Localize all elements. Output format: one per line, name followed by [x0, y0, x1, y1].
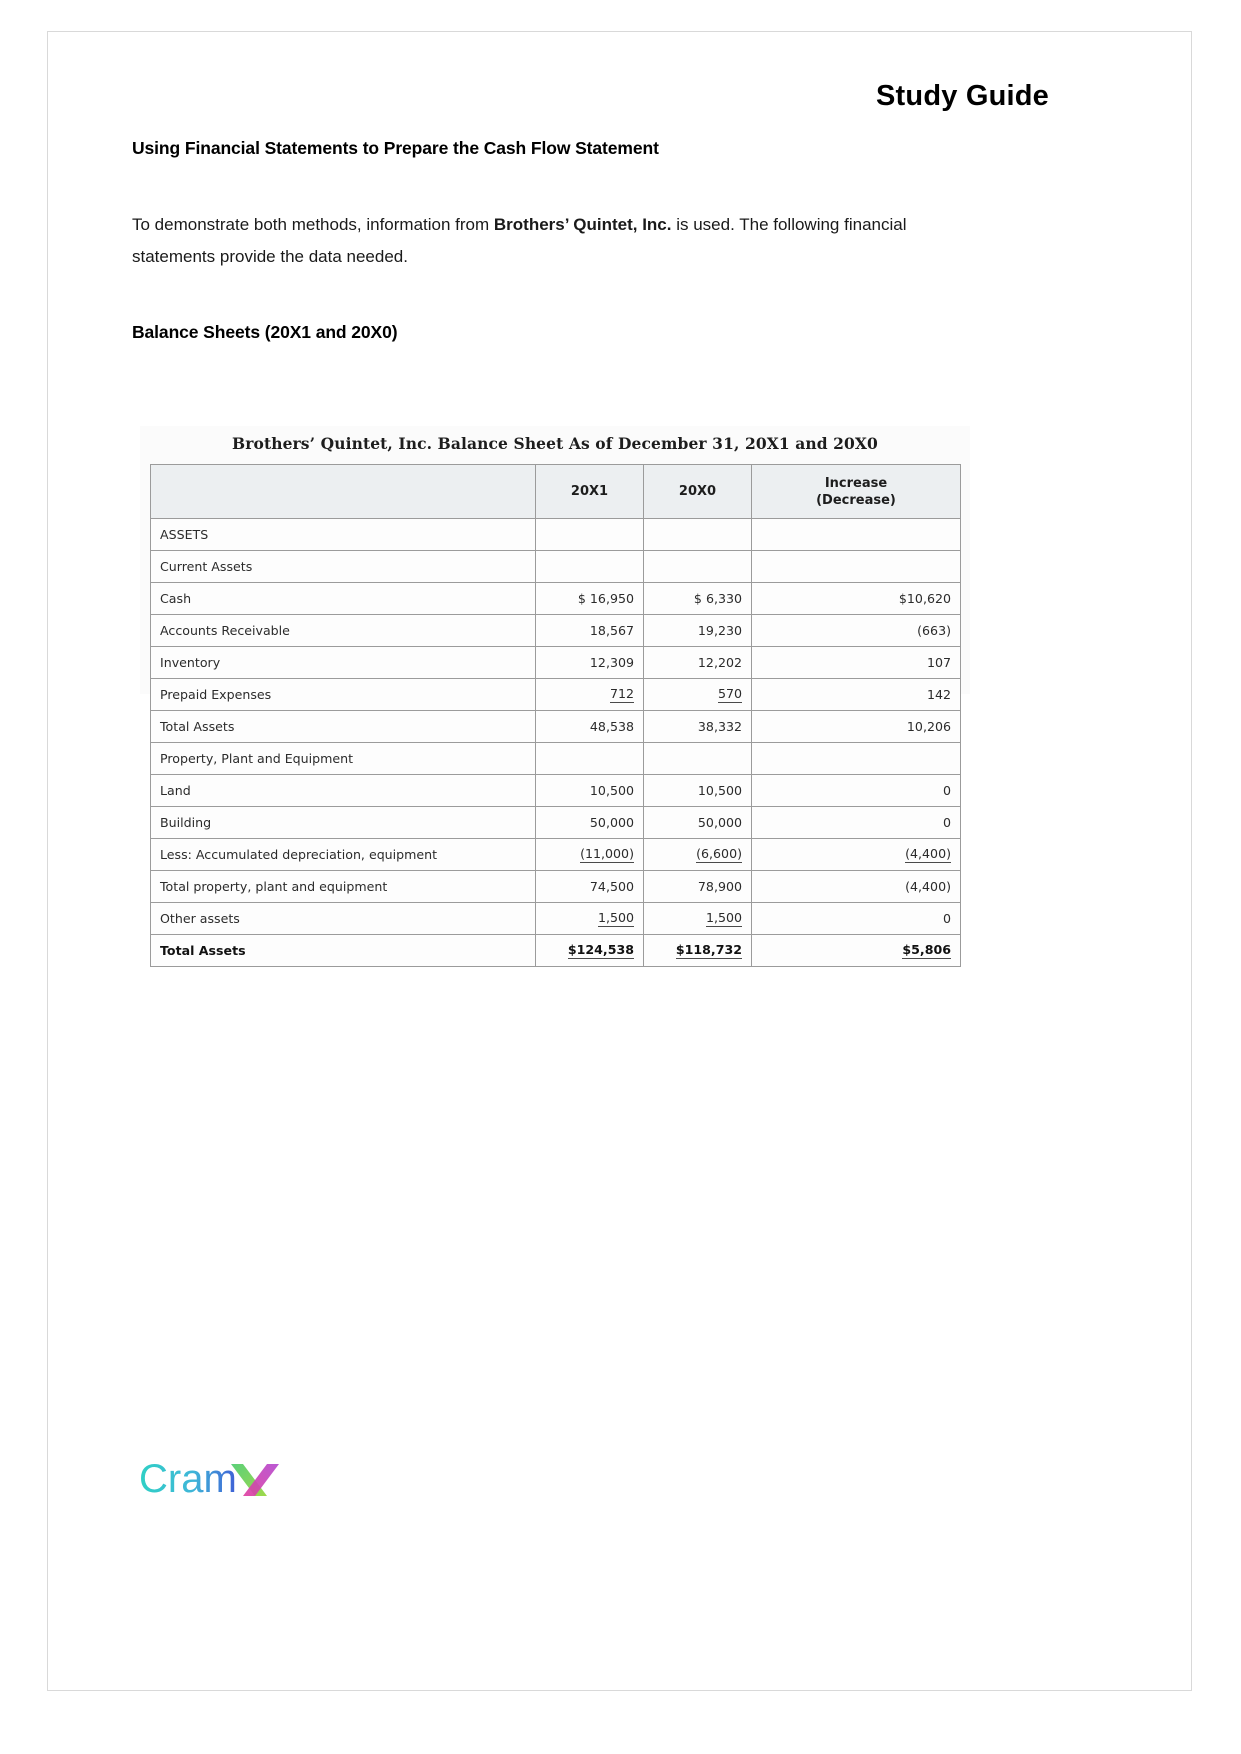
intro-text-part2: is used. The following financial statements provide the data needed. [132, 215, 907, 266]
decrease-label: (Decrease) [816, 492, 896, 508]
cell-20x0-5: 570 [644, 679, 752, 711]
cell-delta-0 [752, 519, 961, 551]
company-name: Brothers’ Quintet, Inc. [493, 215, 672, 234]
cell-20x0-10: (6,600) [644, 839, 752, 871]
cell-20x1-12: 1,500 [536, 903, 644, 935]
cell-20x1-2: $ 16,950 [536, 583, 644, 615]
section-heading: Using Financial Statements to Prepare the Cash Flow Statement [132, 138, 659, 158]
row-label-3: Accounts Receivable [151, 615, 536, 647]
row-label-13: Total Assets [151, 935, 536, 967]
balance-sheet-heading: Balance Sheets (20X1 and 20X0) [132, 322, 398, 342]
cell-delta-3: (663) [752, 615, 961, 647]
row-label-8: Land [151, 775, 536, 807]
cell-delta-12: 0 [752, 903, 961, 935]
row-label-0: ASSETS [151, 519, 536, 551]
table-row [151, 711, 961, 743]
table-row [151, 551, 961, 583]
cell-20x0-3: 19,230 [644, 615, 752, 647]
cell-delta-11: (4,400) [752, 871, 961, 903]
increase-label: Increase [824, 475, 888, 491]
cell-delta-13: $5,806 [752, 935, 961, 967]
table-row [151, 871, 961, 903]
document-page [47, 31, 1192, 1691]
row-label-12: Other assets [151, 903, 536, 935]
cell-delta-8: 0 [752, 775, 961, 807]
balance-sheet-figure [140, 426, 970, 958]
cell-20x1-1 [536, 551, 644, 583]
cell-20x0-9: 50,000 [644, 807, 752, 839]
row-label-7: Property, Plant and Equipment [151, 743, 536, 775]
intro-text-part1: To demonstrate both methods, information from [132, 215, 494, 234]
cell-20x1-5: 712 [536, 679, 644, 711]
cell-20x1-0 [536, 519, 644, 551]
cell-20x0-2: $ 6,330 [644, 583, 752, 615]
page-title: Study Guide [876, 80, 1049, 112]
cell-20x1-9: 50,000 [536, 807, 644, 839]
cell-20x0-7 [644, 743, 752, 775]
cramx-logo[interactable] [139, 1456, 339, 1502]
table-row [151, 615, 961, 647]
cell-20x1-4: 12,309 [536, 647, 644, 679]
balance-sheet-table [150, 464, 961, 967]
column-header-20x1: 20X1 [536, 465, 644, 519]
cell-delta-10: (4,400) [752, 839, 961, 871]
cell-20x0-1 [644, 551, 752, 583]
table-row [151, 519, 961, 551]
balance-sheet-body [151, 519, 961, 967]
row-label-4: Inventory [151, 647, 536, 679]
row-label-2: Cash [151, 583, 536, 615]
cell-20x1-3: 18,567 [536, 615, 644, 647]
cell-delta-9: 0 [752, 807, 961, 839]
cell-20x0-4: 12,202 [644, 647, 752, 679]
cell-20x0-11: 78,900 [644, 871, 752, 903]
table-row [151, 679, 961, 711]
cell-delta-2: $10,620 [752, 583, 961, 615]
cell-20x0-12: 1,500 [644, 903, 752, 935]
column-header-line-item [151, 465, 536, 519]
table-row [151, 583, 961, 615]
table-header-row [151, 465, 961, 519]
cell-20x0-13: $118,732 [644, 935, 752, 967]
row-label-5: Prepaid Expenses [151, 679, 536, 711]
cell-delta-1 [752, 551, 961, 583]
table-row [151, 903, 961, 935]
balance-sheet-caption: Brothers’ Quintet, Inc. Balance Sheet As of December 31, 20X1 and 20X0 [232, 434, 878, 453]
cell-20x0-0 [644, 519, 752, 551]
intro-paragraph [132, 209, 932, 273]
table-row [151, 839, 961, 871]
row-label-9: Building [151, 807, 536, 839]
table-row [151, 935, 961, 967]
cell-20x0-8: 10,500 [644, 775, 752, 807]
cell-delta-6: 10,206 [752, 711, 961, 743]
table-row [151, 775, 961, 807]
cell-20x0-6: 38,332 [644, 711, 752, 743]
row-label-11: Total property, plant and equipment [151, 871, 536, 903]
cell-delta-4: 107 [752, 647, 961, 679]
table-row [151, 743, 961, 775]
row-label-10: Less: Accumulated depreciation, equipment [151, 839, 536, 871]
cell-20x1-8: 10,500 [536, 775, 644, 807]
cell-20x1-7 [536, 743, 644, 775]
table-row [151, 647, 961, 679]
column-header-increase-decrease [752, 465, 961, 519]
logo-text [139, 1502, 140, 1503]
svg-text:Cram: Cram [139, 1457, 237, 1501]
cell-20x1-11: 74,500 [536, 871, 644, 903]
cell-delta-5: 142 [752, 679, 961, 711]
cell-20x1-13: $124,538 [536, 935, 644, 967]
column-header-20x0: 20X0 [644, 465, 752, 519]
row-label-1: Current Assets [151, 551, 536, 583]
cell-20x1-6: 48,538 [536, 711, 644, 743]
cell-20x1-10: (11,000) [536, 839, 644, 871]
row-label-6: Total Assets [151, 711, 536, 743]
cell-delta-7 [752, 743, 961, 775]
table-row [151, 807, 961, 839]
